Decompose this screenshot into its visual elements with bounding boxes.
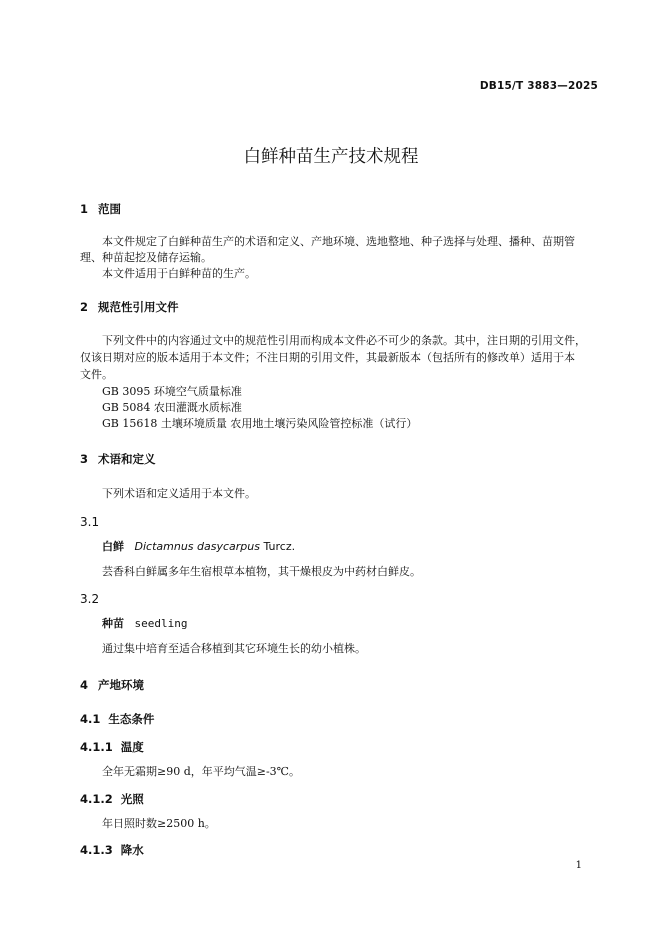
term-name: 白鲜 (102, 540, 124, 553)
clause-title: 降水 (120, 843, 144, 857)
paragraph-line: 文件。 (80, 368, 113, 381)
section-4-heading (80, 677, 144, 693)
section-2-heading (80, 299, 179, 315)
paragraph-line: 年日照时数≥2500 h。 (102, 817, 216, 830)
reference-item: GB 3095 环境空气质量标准 (102, 385, 242, 398)
section-number: 3 (80, 452, 89, 466)
section-number: 2 (80, 300, 89, 314)
clause-heading (80, 791, 144, 807)
paragraph-line: 理、种苗起挖及储存运输。 (80, 251, 212, 264)
term-definition: 芸香科白鲜属多年生宿根草本植物，其干燥根皮为中药材白鲜皮。 (102, 565, 421, 578)
paragraph-line: 全年无霜期≥90 d，年平均气温≥-3℃。 (102, 765, 300, 778)
clause-heading (80, 842, 144, 858)
subsection-title: 生态条件 (108, 712, 155, 726)
section-title: 规范性引用文件 (98, 300, 179, 314)
term-name: 种苗 (102, 617, 124, 630)
document-number: DB15/T 3883—2025 (479, 80, 598, 92)
section-title: 范围 (98, 202, 121, 216)
section-1-heading (80, 201, 121, 217)
subsection-heading (80, 711, 154, 727)
page-number: 1 (575, 860, 582, 871)
section-3-heading (80, 451, 156, 467)
term-number: 3.1 (80, 515, 100, 529)
reference-item: GB 5084 农田灌溉水质标准 (102, 401, 242, 414)
clause-title: 温度 (120, 740, 144, 754)
paragraph-line: 下列文件中的内容通过文中的规范性引用而构成本文件必不可少的条款。其中，注日期的引用文件， (102, 334, 586, 347)
term-entry (102, 538, 295, 554)
term-latin-name: Dictamnus dasycarpus (134, 540, 260, 553)
term-author: Turcz. (259, 540, 296, 553)
paragraph-line: 本文件适用于白鲜种苗的生产。 (102, 267, 256, 280)
term-entry (102, 615, 187, 631)
section-number: 4 (80, 678, 89, 692)
clause-number: 4.1.2 (80, 792, 113, 806)
subsection-number: 4.1 (80, 712, 101, 726)
section-number: 1 (80, 202, 89, 216)
term-number: 3.2 (80, 592, 100, 606)
clause-number: 4.1.1 (80, 740, 113, 754)
clause-title: 光照 (120, 792, 144, 806)
paragraph-line: 本文件规定了白鲜种苗生产的术语和定义、产地环境、选地整地、种子选择与处理、播种、苗期管 (102, 235, 575, 248)
reference-item: GB 15618 土壤环境质量 农用地土壤污染风险管控标准（试行） (102, 417, 418, 430)
paragraph-line: 仅该日期对应的版本适用于本文件；不注日期的引用文件，其最新版本（包括所有的修改单）适用于本 (80, 351, 575, 364)
clause-number: 4.1.3 (80, 843, 113, 857)
clause-heading (80, 739, 144, 755)
section-title: 术语和定义 (98, 452, 156, 466)
page-title: 白鲜种苗生产技术规程 (243, 147, 419, 167)
term-english-name: seedling (134, 617, 188, 630)
paragraph-line: 下列术语和定义适用于本文件。 (102, 487, 256, 500)
term-definition: 通过集中培育至适合移植到其它环境生长的幼小植株。 (102, 642, 366, 655)
section-title: 产地环境 (98, 678, 144, 692)
